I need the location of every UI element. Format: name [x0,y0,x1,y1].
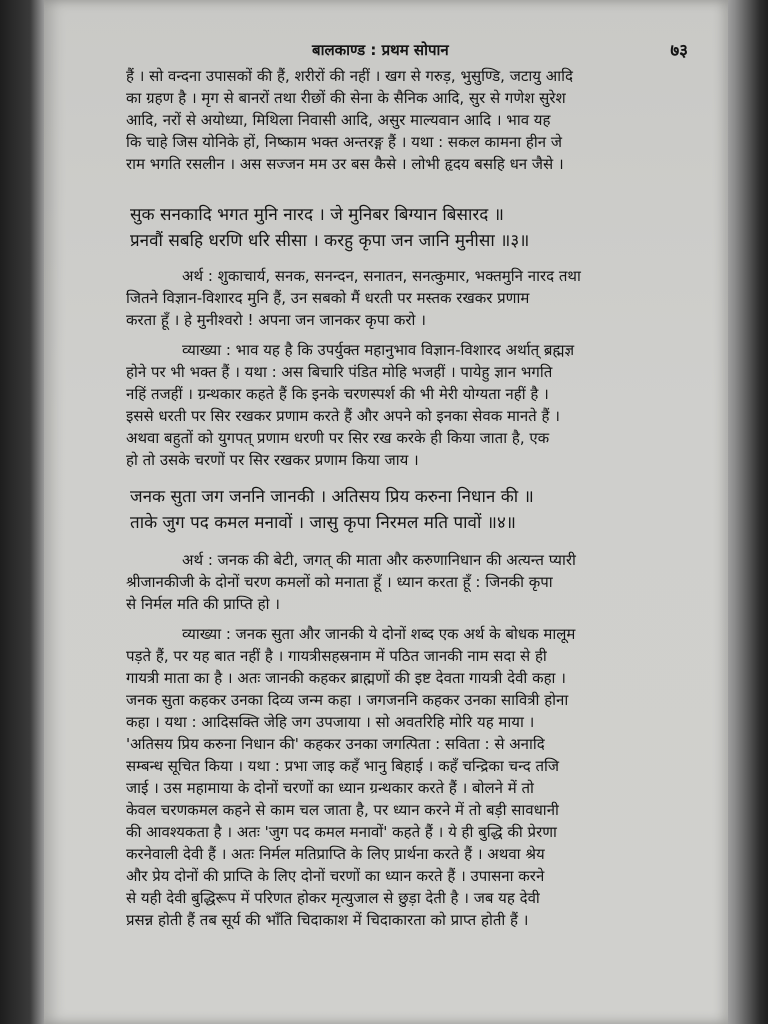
book-page [44,0,728,1024]
running-head: बालकाण्ड : प्रथम सोपान [312,41,449,59]
text-line: श्रीजानकीजी के दोनों चरण कमलों को मनाता हूँ । ध्यान करता हूँ : जिनकी कृपा [126,573,553,591]
text-line: की आवश्यकता है । अतः 'जुग पद कमल मनावों' कहते हैं । ये ही बुद्धि की प्रेरणा [126,823,557,841]
text-line: व्याख्या : भाव यह है कि उपर्युक्त महानुभाव विज्ञान-विशारद अर्थात् ब्रह्मज्ञ [182,341,575,359]
text-line: व्याख्या : जनक सुता और जानकी ये दोनों शब्द एक अर्थ के बोधक मालूम [182,625,576,643]
page-number: ७३ [670,41,688,61]
text-line: राम भगति रसलीन । अस सज्जन मम उर बस कैसे । लोभी हृदय बसहि धन जैसे । [126,155,564,173]
verse-line: ताके जुग पद कमल मनावों । जासु कृपा निरमल मति पावों ॥४॥ [130,513,516,533]
text-line: जितने विज्ञान-विशारद मुनि हैं, उन सबको मैं धरती पर मस्तक रखकर प्रणाम [126,289,530,307]
text-line: इससे धरती पर सिर रखकर प्रणाम करते हैं और अपने को इनका सेवक मानते हैं । [126,407,560,425]
text-line: अथवा बहुतों को युगपत् प्रणाम धरणी पर सिर रख करके ही किया जाता है, एक [126,429,550,447]
text-line: सम्बन्ध सूचित किया । यथा : प्रभा जाइ कहँ भानु बिहाई । कहँ चन्द्रिका चन्द तजि [126,757,560,775]
text-line: जनक सुता कहकर उनका दिव्य जन्म कहा । जगजननि कहकर उनका सावित्री होना [126,691,569,709]
text-line: अर्थ : शुकाचार्य, सनक, सनन्दन, सनातन, सनत्कुमार, भक्तमुनि नारद तथा [182,267,581,285]
text-line: आदि, नरों से अयोध्या, मिथिला निवासी आदि, असुर माल्यवान आदि । भाव यह [126,111,551,129]
text-line: का ग्रहण है । मृग से बानरों तथा रीछों की सेना के सैनिक आदि, सुर से गणेश सुरेश [126,89,566,107]
text-line: पड़ते हैं, पर यह बात नहीं है । गायत्रीसहस्रनाम में पठित जानकी नाम सदा से ही [126,647,547,665]
text-line: केवल चरणकमल कहने से काम चल जाता है, पर ध्यान करने में तो बड़ी सावधानी [126,801,559,819]
page-header [44,40,728,64]
text-line: जाई । उस महामाया के दोनों चरणों का ध्यान ग्रन्थकार करते हैं । बोलने में तो [126,779,534,797]
text-line: प्रसन्न होती हैं तब सूर्य की भाँति चिदाकाश में चिदाकारता को प्राप्त होती हैं । [126,911,529,929]
text-line: होने पर भी भक्त हैं । यथा : अस बिचारि पंडित मोहि भजहीं । पायेहु ज्ञान भगति [126,363,553,381]
text-line: 'अतिसय प्रिय करुना निधान की' कहकर उनका जगत्पिता : सविता : से अनादि [126,735,545,753]
verse-line: जनक सुता जग जननि जानकी । अतिसय प्रिय करुना निधान की ॥ [130,487,534,507]
text-line: अर्थ : जनक की बेटी, जगत् की माता और करुणानिधान की अत्यन्त प्यारी [182,551,576,569]
text-line: कि चाहे जिस योनिके हों, निष्काम भक्त अन्तरङ्ग हैं । यथा : सकल कामना हीन जे [126,133,562,151]
text-line: करनेवाली देवी हैं । अतः निर्मल मतिप्राप्ति के लिए प्रार्थना करते हैं । अथवा श्रेय [126,845,545,863]
text-line: करता हूँ । हे मुनीश्वरो ! अपना जन जानकर कृपा करो । [126,311,426,329]
text-line: से यही देवी बुद्धिरूप में परिणत होकर मृत्युजाल से छुड़ा देती है । जब यह देवी [126,889,540,907]
text-line: गायत्री माता का है । अतः जानकी कहकर ब्राह्मणों की इष्ट देवता गायत्री देवी कहा । [126,669,566,687]
text-line: और प्रेय दोनों की प्राप्ति के लिए दोनों चरणों का ध्यान करते हैं । उपासना करने [126,867,545,885]
text-line: हो तो उसके चरणों पर सिर रखकर प्रणाम किया जाय । [126,451,419,469]
text-line: नहिं तजहीं । ग्रन्थकार कहते हैं कि इनके चरणस्पर्श की भी मेरी योग्यता नहीं है । [126,385,549,403]
text-line: कहा । यथा : आदिसक्ति जेहि जग उपजाया । सो अवतरिहि मोरि यह माया । [126,713,535,731]
verse-line: सुक सनकादि भगत मुनि नारद । जे मुनिबर बिग्यान बिसारद ॥ [130,205,504,225]
text-line: हैं । सो वन्दना उपासकों की हैं, शरीरों की नहीं । खग से गरुड़, भुसुण्डि, जटायु आदि [126,67,573,85]
verse-line: प्रनवौं सबहि धरणि धरि सीसा । करहु कृपा जन जानि मुनीसा ॥३॥ [130,231,530,251]
text-line: से निर्मल मति की प्राप्ति हो । [126,595,280,613]
